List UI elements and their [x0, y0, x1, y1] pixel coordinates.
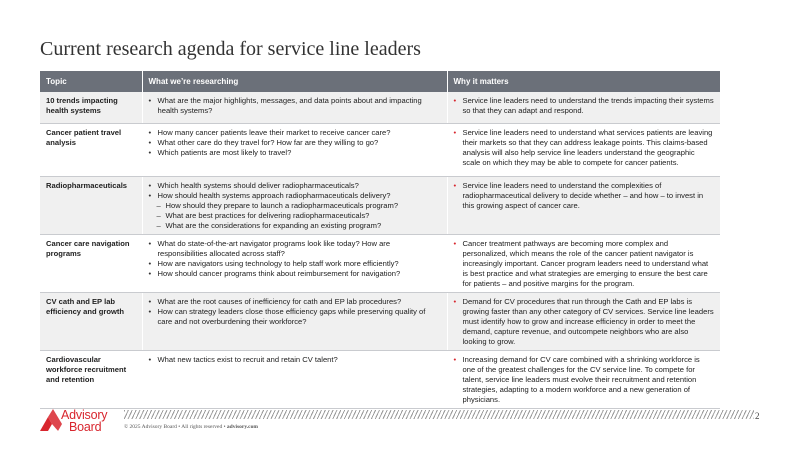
research-item: • How can strategy leaders close those efficiency gaps while preserving quality of care and not overburdening their workforce?	[149, 307, 441, 327]
topic-cell: Radiopharmaceuticals	[40, 176, 142, 234]
topic-cell: 10 trends impacting health systems	[40, 92, 142, 123]
research-cell	[142, 234, 447, 292]
page-title: Current research agenda for service line leaders	[40, 38, 421, 60]
why-list	[454, 355, 715, 405]
research-item: • What do state-of-the-art navigator programs look like today? How are responsibilities allocated across staff?	[149, 239, 441, 259]
header-topic: Topic	[40, 71, 142, 92]
page-number: 2	[755, 411, 760, 421]
why-item: • Service line leaders need to understand what services patients are leaving their markets so that they can address leakage points. This claims-based analysis will also help service line leaders understand the geographic scale on which they may be able to compete for cancer patients.	[454, 128, 715, 168]
why-item: • Increasing demand for CV care combined with a shrinking workforce is one of the greatest challenges for the CV service line. To compete for talent, service line leaders must evolve their recruitment and retention strategies, adapting to a modern workforce and a new generation of physicians.	[454, 355, 715, 405]
topic-cell: CV cath and EP lab efficiency and growth	[40, 292, 142, 350]
research-list	[149, 355, 441, 365]
why-cell	[447, 176, 720, 234]
why-cell	[447, 123, 720, 176]
research-list	[149, 128, 441, 158]
research-subitem: – What are best practices for delivering radiopharmaceuticals?	[149, 211, 441, 221]
research-cell	[142, 123, 447, 176]
logo-text-line2: Board	[69, 420, 102, 434]
table-row	[40, 350, 720, 408]
research-cell	[142, 176, 447, 234]
why-list	[454, 96, 715, 116]
research-cell	[142, 92, 447, 123]
topic-cell: Cancer patient travel analysis	[40, 123, 142, 176]
why-item: • Service line leaders need to understand the trends impacting their systems so that they can adapt and respond.	[454, 96, 715, 116]
research-item: • What are the root causes of inefficiency for cath and EP lab procedures?	[149, 297, 441, 307]
research-item: • Which health systems should deliver radiopharmaceuticals?	[149, 181, 441, 191]
research-item: • What new tactics exist to recruit and retain CV talent?	[149, 355, 441, 365]
header-research: What we’re researching	[142, 71, 447, 92]
research-list	[149, 239, 441, 279]
why-item: • Cancer treatment pathways are becoming more complex and personalized, which means the role of the cancer patient navigator is increasingly important. Cancer program leaders need to understand what is best practice and what strategies are emerging to ensure the best care for patients – and positive margins for the program.	[454, 239, 715, 289]
research-item: • What other care do they travel for? How far are they willing to go?	[149, 138, 441, 148]
table-row	[40, 176, 720, 234]
topic-cell: Cancer care navigation programs	[40, 234, 142, 292]
why-cell	[447, 292, 720, 350]
table-body	[40, 92, 720, 408]
why-item: • Demand for CV procedures that run through the Cath and EP labs is growing faster than any other category of CV services. Service line leaders must identify how to grow and increase efficiency in order to meet the demand, capture revenue, and outcompete neighbors who are also looking to grow.	[454, 297, 715, 347]
why-list	[454, 297, 715, 347]
research-subitem: – What are the considerations for expanding an existing program?	[149, 221, 441, 231]
why-list	[454, 181, 715, 211]
why-cell	[447, 92, 720, 123]
why-list	[454, 239, 715, 289]
table-row	[40, 234, 720, 292]
table-row	[40, 292, 720, 350]
why-list	[454, 128, 715, 168]
research-list	[149, 96, 441, 116]
logo-text-line1: Advisory	[61, 408, 108, 422]
copyright-text: © 2025 Advisory Board • All rights reserved •	[124, 424, 227, 430]
research-subitem: – How should they prepare to launch a radiopharmaceuticals program?	[149, 201, 441, 211]
why-cell	[447, 234, 720, 292]
research-item: • How should cancer programs think about reimbursement for navigation?	[149, 269, 441, 279]
research-cell	[142, 292, 447, 350]
table-header-row	[40, 71, 720, 92]
research-item: • Which patients are most likely to travel?	[149, 148, 441, 158]
topic-cell: Cardiovascular workforce recruitment and retention	[40, 350, 142, 408]
research-item: • What are the major highlights, messages, and data points about and impacting health systems?	[149, 96, 441, 116]
advisory-board-logo	[40, 408, 120, 434]
why-item: • Service line leaders need to understand the complexities of radiopharmaceutical delivery to decide whether – and how – to invest in this growing aspect of cancer care.	[454, 181, 715, 211]
research-item: • How should health systems approach radiopharmaceuticals delivery?	[149, 191, 441, 201]
research-list	[149, 181, 441, 231]
research-list	[149, 297, 441, 327]
copyright-site-link: advisory.com	[226, 424, 258, 430]
table-row	[40, 123, 720, 176]
table-row	[40, 92, 720, 123]
why-cell	[447, 350, 720, 408]
research-cell	[142, 350, 447, 408]
copyright-notice	[124, 424, 258, 430]
research-agenda-table	[40, 71, 720, 409]
logo-mark-icon	[40, 409, 62, 431]
header-why: Why it matters	[447, 71, 720, 92]
footer-hatch-divider	[124, 410, 754, 419]
research-item: • How many cancer patients leave their market to receive cancer care?	[149, 128, 441, 138]
research-item: • How are navigators using technology to help staff work more efficiently?	[149, 259, 441, 269]
